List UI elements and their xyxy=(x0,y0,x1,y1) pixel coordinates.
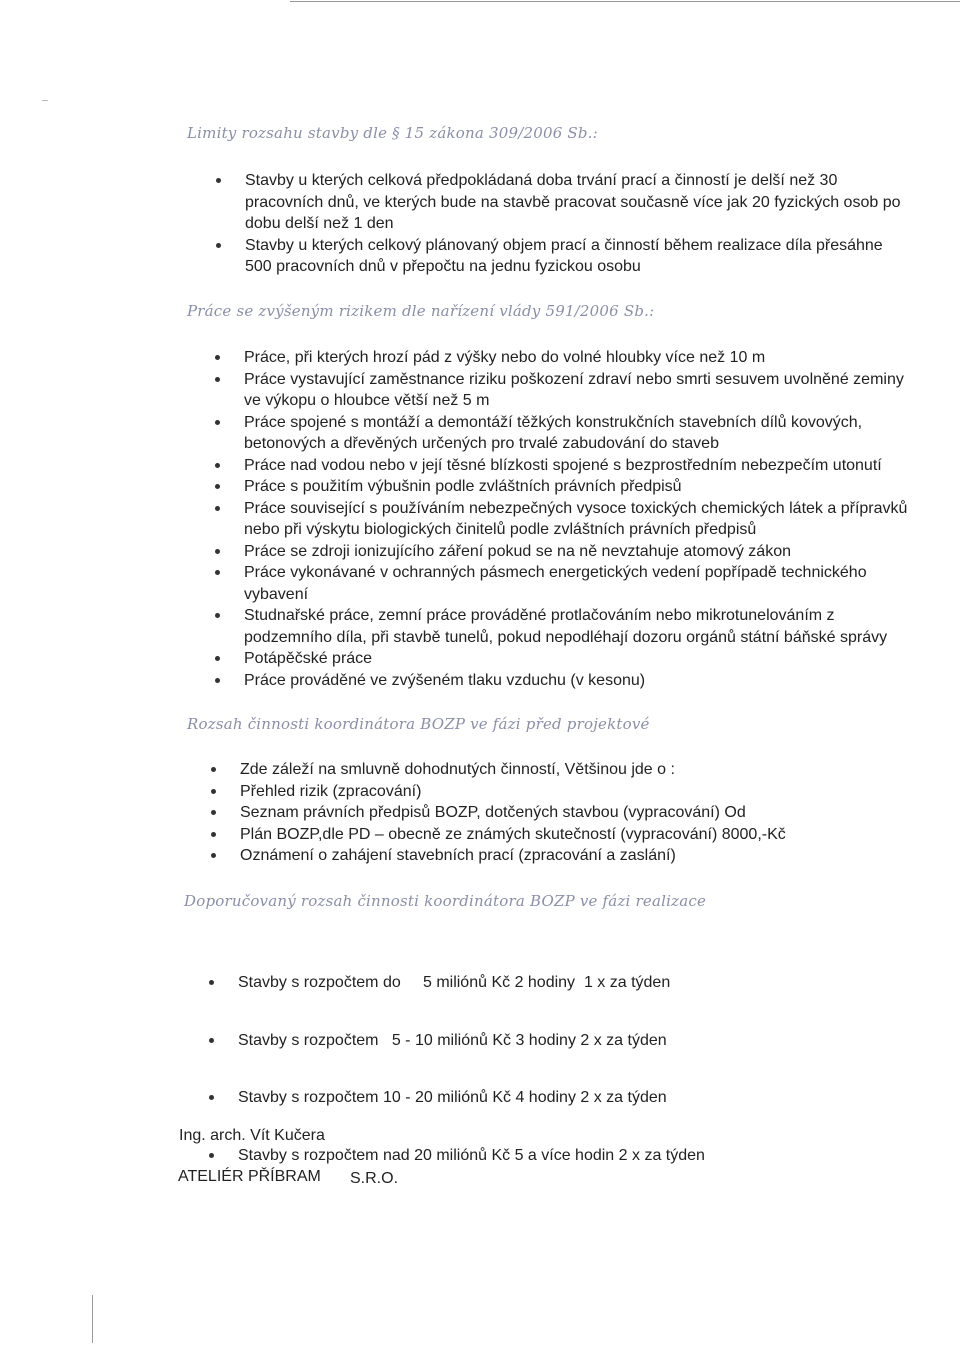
section-heading-preproject: Rozsah činnosti koordinátora BOZP ve fázi před projektové xyxy=(187,715,650,733)
section-heading-realization: Doporučovaný rozsah činnosti koordinátora BOZP ve fázi realizace xyxy=(184,892,707,910)
list-item: Potápěčské práce xyxy=(244,648,912,670)
list-item: Plán BOZP,dle PD – obecně ze známých skutečností (vypracování) 8000,-Kč xyxy=(240,824,910,846)
preproject-list xyxy=(240,759,910,867)
top-rule xyxy=(290,1,960,2)
list-item: Práce prováděné ve zvýšeném tlaku vzduchu (v kesonu) xyxy=(244,670,912,692)
list-item: Stavby u kterých celková předpokládaná doba trvání prací a činností je delší než 30 pracovních dnů, ve kterých bude na stavbě pracovat současně více jak 20 fyzických osob po dobu delší než 1 den xyxy=(245,170,913,235)
list-item: Práce vykonávané v ochranných pásmech energetických vedení popřípadě technického vybavení xyxy=(244,562,912,605)
list-item: Oznámení o zahájení stavebních prací (zpracování a zaslání) xyxy=(240,845,910,867)
signature-company-suffix: S.R.O. xyxy=(350,1170,399,1187)
list-item: Stavby s rozpočtem nad 20 miliónů Kč 5 a více hodin 2 x za týden xyxy=(238,1145,908,1167)
list-item: Práce nad vodou nebo v její těsné blízkosti spojené s bezprostředním nebezpečím utonutí xyxy=(244,455,912,477)
list-item: Práce vystavující zaměstnance riziku poškození zdraví nebo smrti sesuvem uvolněné zeminy ve výkopu o hloubce větší než 5 m xyxy=(244,369,912,412)
section-heading-limits: Limity rozsahu stavby dle § 15 zákona 309/2006 Sb.: xyxy=(187,124,598,142)
list-item: Stavby u kterých celkový plánovaný objem prací a činností během realizace díla přesáhne 500 pracovních dnů v přepočtu na jednu fyzickou osobu xyxy=(245,235,913,278)
list-item: Stavby s rozpočtem 5 - 10 miliónů Kč 3 hodiny 2 x za týden xyxy=(238,1030,908,1052)
list-item: Práce spojené s montáží a demontáží těžkých konstrukčních stavebních dílů kovových, betonových a dřevěných určených pro trvalé zabudování do staveb xyxy=(244,412,912,455)
list-item: Práce související s používáním nebezpečných vysoce toxických chemických látek a přípravků nebo při výskytu biologických činitelů podle zvláštních právních předpisů xyxy=(244,498,912,541)
list-item: Práce, při kterých hrozí pád z výšky nebo do volné hloubky více než 10 m xyxy=(244,347,912,369)
list-item: Zde záleží na smluvně dohodnutých činností, Většinou jde o : xyxy=(240,759,910,781)
list-item: Seznam právních předpisů BOZP, dotčených stavbou (vypracování) Od xyxy=(240,802,910,824)
margin-line xyxy=(92,1295,93,1343)
list-item: Studnařské práce, zemní práce prováděné protlačováním nebo mikrotunelováním z podzemního díla, při stavbě tunelů, pokud nepodléhají dozoru orgánů státní báňské správy xyxy=(244,605,912,648)
risk-work-list xyxy=(244,347,912,691)
limits-list xyxy=(245,170,913,278)
list-item: Stavby s rozpočtem do 5 miliónů Kč 2 hodiny 1 x za týden xyxy=(238,972,908,994)
list-item: Práce se zdroji ionizujícího záření pokud se na ně nevztahuje atomový zákon xyxy=(244,541,912,563)
margin-mark xyxy=(42,100,48,101)
realization-list xyxy=(238,936,908,1184)
section-heading-risk-work: Práce se zvýšeným rizikem dle nařízení vlády 591/2006 Sb.: xyxy=(187,302,655,320)
list-item: Stavby s rozpočtem 10 - 20 miliónů Kč 4 hodiny 2 x za týden xyxy=(238,1087,908,1109)
list-item: Práce s použitím výbušnin podle zvláštních právních předpisů xyxy=(244,476,912,498)
signature-name: Ing. arch. Vít Kučera xyxy=(179,1127,325,1144)
list-item: Přehled rizik (zpracování) xyxy=(240,781,910,803)
signature-company: ATELIÉR PŘÍBRAM xyxy=(178,1168,321,1185)
